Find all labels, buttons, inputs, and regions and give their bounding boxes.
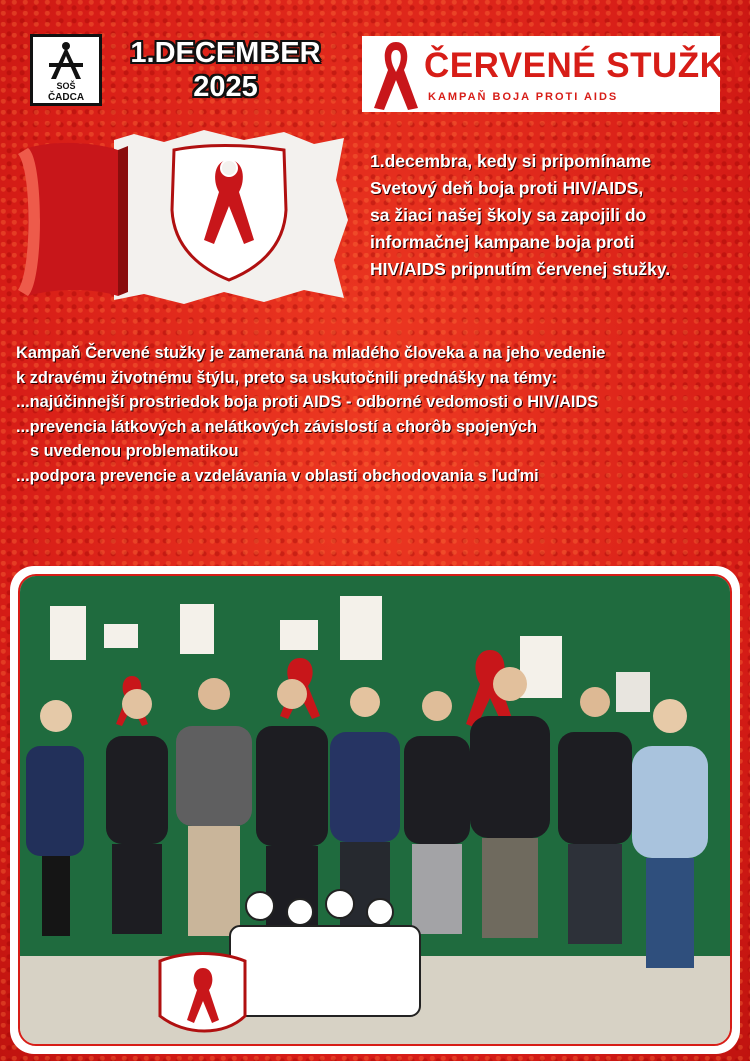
campaign-line: Kampaň Červené stužky je zameraná na mladého človeka a na jeho vedenie: [16, 344, 606, 362]
banner-title: ČERVENÉ STUŽKY: [424, 46, 750, 85]
campaign-line: ...prevencia látkových a nelátkových závislostí a chorôb spojených: [16, 417, 538, 436]
group-photo: [18, 574, 732, 1046]
compass-icon: [43, 41, 89, 81]
torn-paper-graphic: [14, 120, 350, 310]
intro-paragraph: [370, 148, 745, 283]
campaign-line: s uvedenou problematikou: [30, 442, 239, 460]
photo-frame: [10, 566, 740, 1054]
photo-scene: [20, 576, 730, 1046]
intro-line: informačnej kampane boja proti: [370, 232, 635, 252]
banner-subtitle: KAMPAŇ BOJA PROTI AIDS: [428, 91, 619, 103]
school-logo-line2: ČADCA: [47, 92, 85, 103]
date-line2: 2025: [193, 71, 258, 103]
campaign-line: k zdravému životnému štýlu, preto sa uskutočnili prednášky na témy:: [16, 368, 558, 387]
date-line1: 1.DECEMBER: [130, 37, 321, 69]
campaign-line: ...najúčinnejší prostriedok boja proti AIDS - odborné vedomosti o HIV/AIDS: [16, 393, 599, 411]
red-ribbon-icon: [368, 38, 424, 112]
intro-line: Svetový deň boja proti HIV/AIDS,: [370, 178, 644, 198]
campaign-line: ...podpora prevencie a vzdelávania v oblasti obchodovania s ľuďmi: [16, 466, 539, 485]
school-logo: [30, 34, 102, 106]
intro-line: HIV/AIDS pripnutím červenej stužky.: [370, 259, 671, 279]
campaign-paragraph: [16, 341, 744, 488]
intro-line: sa žiaci našej školy sa zapojili do: [370, 205, 647, 225]
ribbon-scroll-graphic: [14, 120, 350, 310]
school-logo-line1: SOŠ: [56, 81, 76, 91]
intro-line: 1.decembra, kedy si pripomíname: [370, 151, 652, 171]
event-date: [118, 36, 333, 104]
campaign-banner: [362, 36, 750, 112]
